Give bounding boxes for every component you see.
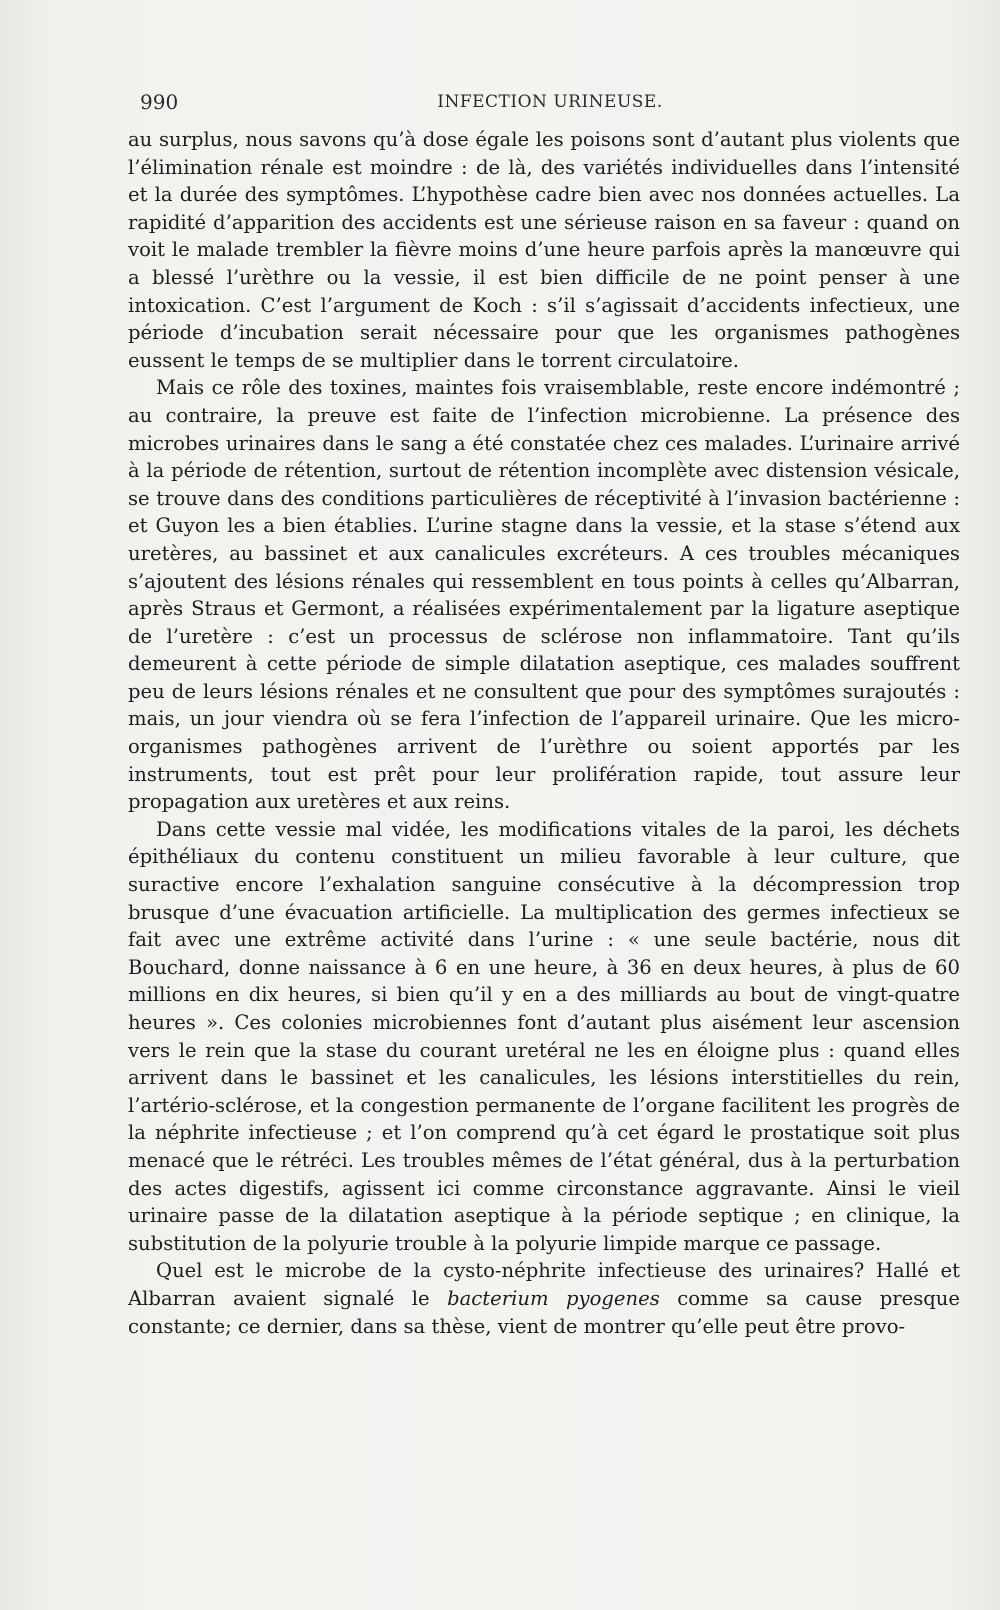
- paragraph-1: au surplus, nous savons qu’à dose égale les poisons sont d’autant plus violents que l’élimination rénale est moindre : de là, des variétés individuelles dans l’intensité et la durée des symptômes. L’hypothèse cadre bien avec nos données actuelles. La rapidité d’apparition des accidents est une sérieuse raison en sa faveur : quand on voit le malade trembler la fièvre moins d’une heure parfois après la manœuvre qui a blessé l’urèthre ou la vessie, il est bien difficile de ne point penser à une intoxication. C’est l’argument de Koch : s’il s’agissait d’accidents infectieux, une période d’incubation serait nécessaire pour que les organismes pathogènes eussent le temps de se multiplier dans le torrent circulatoire.: [128, 128, 960, 372]
- paragraph-4-text-start: Quel est le microbe de la cysto-néphrite infectieuse des urinaires? Hallé et Albarran avaient signalé le: [128, 1259, 960, 1310]
- paragraph-2: Mais ce rôle des toxines, maintes fois vraisemblable, reste encore indémontré ; au contraire, la preuve est faite de l’infection microbienne. La présence des microbes urinaires dans le sang a été constatée chez ces malades. L’urinaire arrivé à la période de rétention, surtout de rétention incomplète avec distension vésicale, se trouve dans des conditions particulières de réceptivité à l’invasion bactérienne : et Guyon les a bien établies. L’urine stagne dans la vessie, et la stase s’étend aux uretères, au bassinet et aux canalicules excréteurs. A ces troubles mécaniques s’ajoutent des lésions rénales qui ressemblent en tous points à celles qu’Albarran, après Straus et Germont, a réalisées expérimentalement par la ligature aseptique de l’uretère : c’est un processus de sclérose non inflammatoire. Tant qu’ils demeurent à cette période de simple dilatation aseptique, ces malades souffrent peu de leurs lésions rénales et ne consultent que pour des symptômes surajoutés : mais, un jour viendra où se fera l’infection de l’appareil urinaire. Que les micro-organismes pathogènes arrivent de l’urèthre ou soient apportés par les instruments, tout est prêt pour leur prolifération rapide, tout assure leur propagation aux uretères et aux reins.: [128, 376, 960, 814]
- bacterium-name: bacterium pyogenes: [447, 1286, 660, 1310]
- paragraph-4: [128, 1257, 960, 1340]
- paragraph-3: Dans cette vessie mal vidée, les modifications vitales de la paroi, les déchets épithéliaux du contenu constituent un milieu favorable à leur culture, que suractive encore l’exhalation sanguine consécutive à la décompression trop brusque d’une évacuation artificielle. La multiplication des germes infectieux se fait avec une extrême activité dans l’urine : « une seule bactérie, nous dit Bouchard, donne naissance à 6 en une heure, à 36 en deux heures, à plus de 60 millions en dix heures, si bien qu’il y en a des milliards au bout de vingt-quatre heures ». Ces colonies microbiennes font d’autant plus aisément leur ascension vers le rein que la stase du courant uretéral ne les en éloigne plus : quand elles arrivent dans le bassinet et les canalicules, les lésions interstitielles du rein, l’artério-sclérose, et la congestion permanente de l’organe facilitent les progrès de la néphrite infectieuse ; et l’on comprend qu’à cet égard le prostatique soit plus menacé que le rétréci. Les troubles mêmes de l’état général, dus à la perturbation des actes digestifs, agissent ici comme circonstance aggravante. Ainsi le vieil urinaire passe de la dilatation aseptique à la période septique ; en clinique, la substitution de la polyurie trouble à la polyurie limpide marque ce passage.: [128, 817, 960, 1255]
- body-text: [128, 126, 960, 1340]
- running-head: [140, 90, 960, 120]
- paragraph-4-text-end: comme sa cause presque constante; ce dernier, dans sa thèse, vient de montrer qu’elle peut être provo-: [128, 1286, 961, 1338]
- page-number: 990: [140, 90, 179, 114]
- running-title: INFECTION URINEUSE.: [437, 92, 663, 112]
